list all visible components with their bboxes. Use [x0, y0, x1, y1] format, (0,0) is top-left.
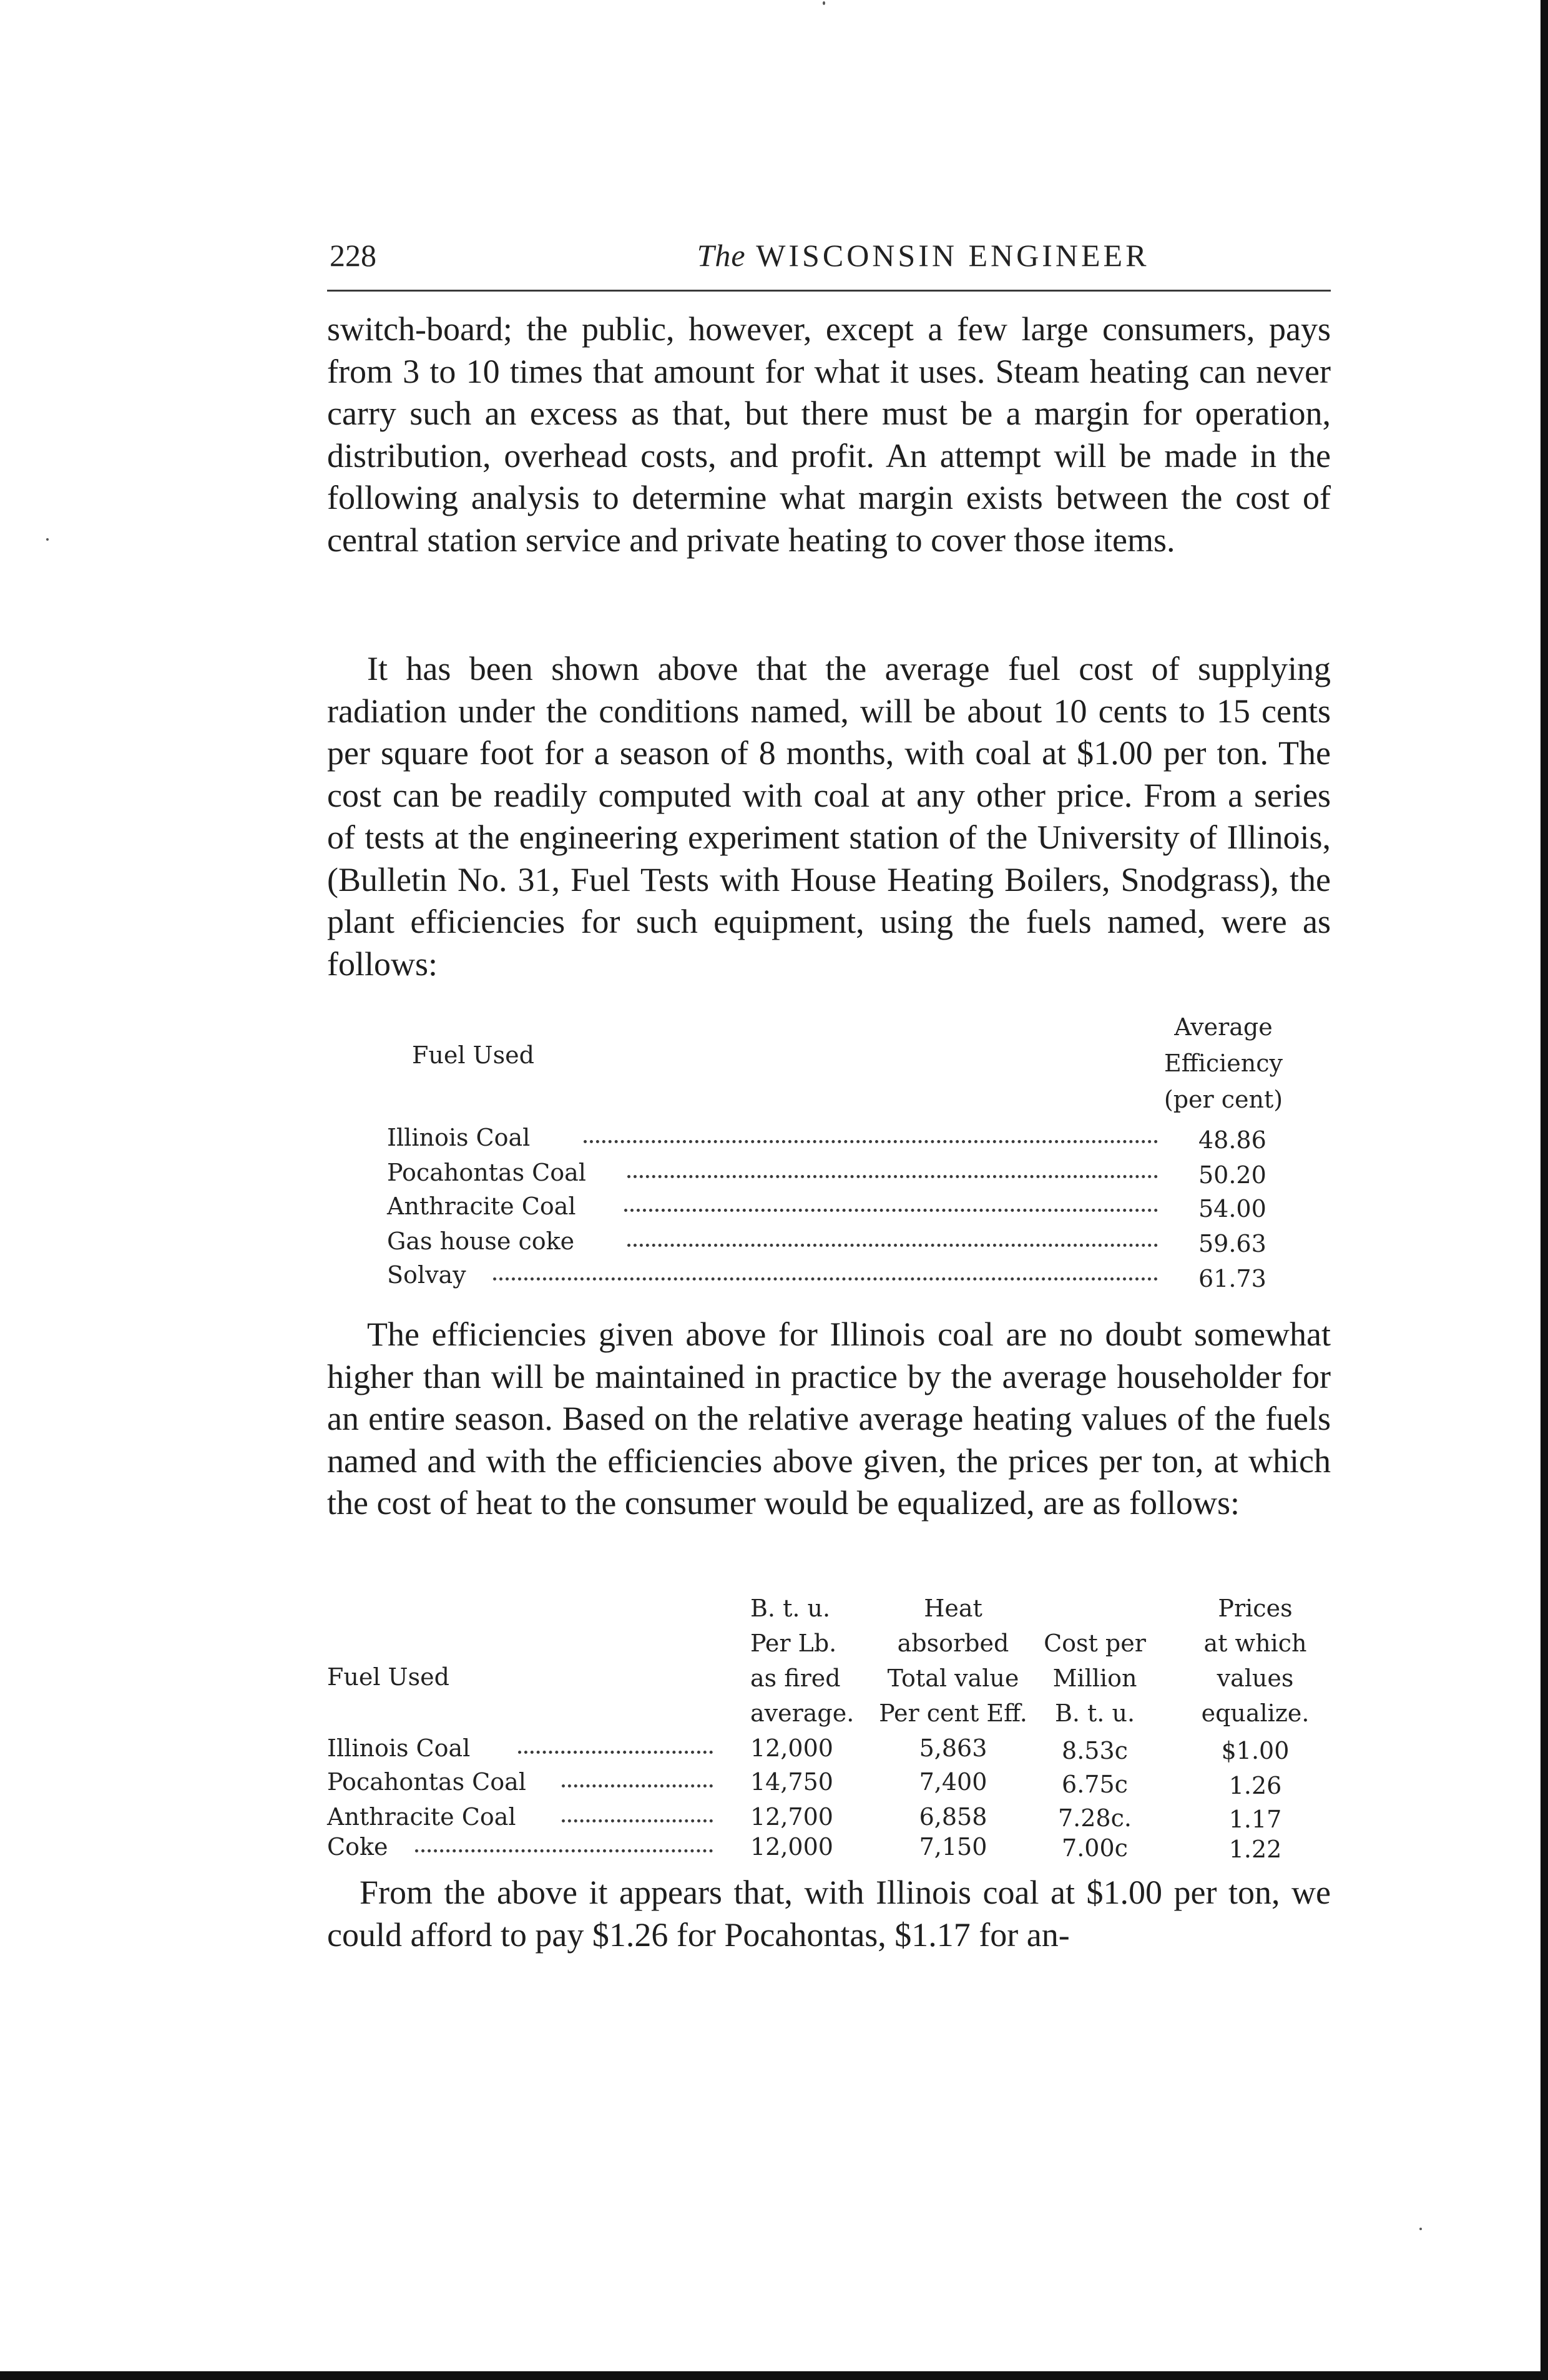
efficiency-cell: 59.63 [1198, 1230, 1266, 1257]
fuel-cell: Anthracite Coal [327, 1803, 516, 1831]
heat-cell: 7,400 [919, 1768, 987, 1796]
dot-leader [584, 1140, 1158, 1143]
fuel-cell: Coke [327, 1833, 388, 1861]
efficiency-cell: 54.00 [1198, 1195, 1266, 1222]
heat-cell: 5,863 [919, 1734, 987, 1762]
header-line: values [1217, 1665, 1294, 1692]
header-line: absorbed [897, 1630, 1009, 1657]
header-line: Per Lb. [750, 1630, 837, 1657]
header-line: Million [1052, 1665, 1137, 1692]
fuel-cell: Pocahontas Coal [327, 1768, 526, 1796]
fuel-cell: Solvay [387, 1261, 466, 1289]
price-cell: $1.00 [1221, 1737, 1290, 1764]
dot-leader [624, 1209, 1158, 1212]
journal-title-prefix: The [697, 238, 746, 273]
scan-edge-bottom [0, 2371, 1548, 2380]
heat-cell: 7,150 [919, 1833, 987, 1861]
efficiency-cell: 48.86 [1198, 1126, 1266, 1154]
dot-leader [627, 1175, 1158, 1178]
dot-leader [518, 1751, 713, 1754]
table-header-efficiency [1130, 1009, 1317, 1118]
efficiency-cell: 50.20 [1198, 1161, 1266, 1189]
page-number: 228 [330, 238, 376, 273]
scan-speck [1419, 2228, 1422, 2230]
dot-leader [562, 1784, 713, 1787]
btu-cell: 14,750 [750, 1768, 833, 1796]
fuel-cell: Illinois Coal [387, 1124, 531, 1151]
body-paragraph: It has been shown above that the average fuel cost of supplying radiation under the conditions named, will be about 10 cents to 15 cents per square foot for a season of 8 months, with coal at $1.00 per ton. The cost can be readily computed with coal at any other price. From a series of tests at the engineering experiment station of the University of Illinois, (Bulletin No. 31, Fuel Tests with House Heating Boilers, Snodgrass), the plant efficiencies for such equipment, using the fuels named, were as follows: [327, 650, 1331, 983]
header-line: Efficiency [1163, 1050, 1283, 1077]
efficiency-cell: 61.73 [1198, 1265, 1266, 1292]
header-line: Per cent Eff. [879, 1699, 1027, 1727]
scan-edge-right [1541, 0, 1548, 2380]
header-line: as fired [750, 1665, 841, 1692]
header-line: Total value [887, 1665, 1019, 1692]
dot-leader [493, 1277, 1158, 1281]
running-head [330, 234, 1330, 277]
btu-cell: 12,000 [750, 1734, 833, 1762]
table-header-fuel-used: Fuel Used [412, 1041, 534, 1069]
fuel-cell: Gas house coke [387, 1227, 575, 1255]
table-header-heat [869, 1591, 1037, 1731]
price-cell: 1.26 [1228, 1772, 1282, 1799]
scan-speck [823, 1, 825, 5]
cost-cell: 7.00c [1062, 1834, 1128, 1862]
scan-speck [46, 538, 49, 541]
table-header-prices [1190, 1591, 1321, 1731]
table-header-btu [750, 1591, 854, 1731]
dot-leader [627, 1244, 1158, 1247]
table-header-fuel-used: Fuel Used [327, 1663, 449, 1691]
header-line: Cost per [1044, 1630, 1146, 1657]
price-cell: 1.17 [1228, 1806, 1282, 1833]
dot-leader [415, 1849, 713, 1852]
fuel-cell: Anthracite Coal [387, 1192, 576, 1220]
heat-cell: 6,858 [919, 1803, 987, 1831]
body-paragraph: From the above it appears that, with Illinois coal at $1.00 per ton, we could afford to pay $1.26 for Pocahontas, $1.17 for an- [327, 1874, 1331, 1954]
body-paragraph: switch-board; the public, however, except a few large consumers, pays from 3 to 10 times that amount for what it uses. Steam heating can never carry such an excess as that, but there must be a margin for operation, distribution, overhead costs, and profit. An attempt will be made in the following analysis to determine what margin exists between the cost of central station service and private heating to cover those items. [327, 310, 1331, 559]
header-line: B. t. u. [750, 1595, 831, 1622]
cost-cell: 7.28c. [1058, 1804, 1132, 1832]
body-paragraph: The efficiencies given above for Illinois coal are no doubt somewhat higher than will be maintained in practice by the average householder for an entire season. Based on the relative average heating values of the fuels named and with the efficiencies above given, the prices per ton, at which the cost of heat to the consumer would be equalized, are as follows: [327, 1315, 1331, 1522]
btu-cell: 12,000 [750, 1833, 833, 1861]
fuel-cell: Illinois Coal [327, 1734, 471, 1762]
header-line: average. [750, 1699, 855, 1727]
cost-cell: 8.53c [1062, 1737, 1128, 1764]
header-line: at which [1203, 1630, 1307, 1657]
header-line: (per cent) [1163, 1086, 1283, 1113]
fuel-cell: Pocahontas Coal [387, 1159, 586, 1186]
cost-cell: 6.75c [1062, 1771, 1128, 1798]
journal-title [517, 237, 1330, 273]
header-rule [327, 290, 1331, 292]
header-line: B. t. u. [1054, 1699, 1135, 1727]
price-cell: 1.22 [1228, 1836, 1282, 1863]
header-line: Heat [924, 1595, 982, 1622]
journal-title-main: WISCONSIN ENGINEER [756, 238, 1150, 273]
dot-leader [562, 1819, 713, 1822]
header-line: Prices [1218, 1595, 1293, 1622]
btu-cell: 12,700 [750, 1803, 833, 1831]
header-line: Average [1174, 1013, 1273, 1041]
header-line: equalize. [1201, 1699, 1310, 1727]
table-header-cost [1032, 1626, 1157, 1731]
